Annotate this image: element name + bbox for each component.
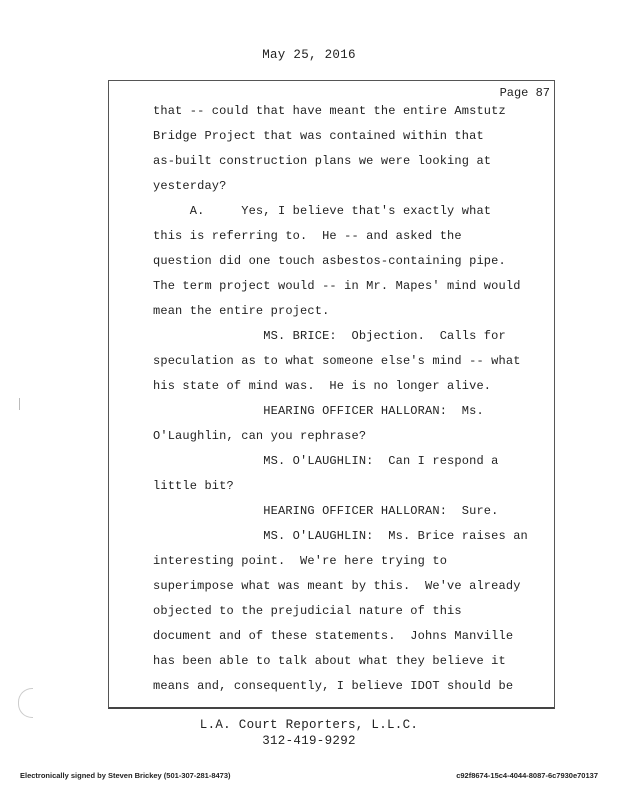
- margin-mark: [19, 398, 20, 410]
- electronic-signature: Electronically signed by Steven Brickey (501-307-281-8473): [20, 771, 231, 780]
- line-text: question did one touch asbestos-containing pipe.: [153, 254, 506, 268]
- line-text: as-built construction plans we were looking at: [153, 154, 492, 168]
- line-text: A. Yes, I believe that's exactly what: [153, 204, 492, 218]
- line-text: interesting point. We're here trying to: [153, 554, 448, 568]
- line-text: his state of mind was. He is no longer alive.: [153, 379, 492, 393]
- header-date: May 25, 2016: [262, 48, 356, 62]
- line-text: little bit?: [153, 479, 234, 493]
- line-text: this is referring to. He -- and asked the: [153, 229, 462, 243]
- margin-arc: [18, 688, 33, 718]
- line-text: The term project would -- in Mr. Mapes' mind would: [153, 279, 521, 293]
- line-text: speculation as to what someone else's mind -- what: [153, 354, 521, 368]
- line-text: superimpose what was meant by this. We've already: [153, 579, 521, 593]
- court-reporter-name: L.A. Court Reporters, L.L.C.: [199, 718, 419, 732]
- transcript-page: [108, 80, 555, 709]
- line-text: HEARING OFFICER HALLORAN: Sure.: [153, 504, 499, 518]
- line-text: means and, consequently, I believe IDOT should be: [153, 679, 514, 693]
- line-text: MS. BRICE: Objection. Calls for: [153, 329, 506, 343]
- line-text: that -- could that have meant the entire Amstutz: [153, 104, 506, 118]
- court-reporter-phone: 312-419-9292: [262, 734, 356, 748]
- page-number: Page 87: [499, 86, 550, 100]
- line-text: O'Laughlin, can you rephrase?: [153, 429, 367, 443]
- line-text: document and of these statements. Johns Manville: [153, 629, 514, 643]
- line-text: mean the entire project.: [153, 304, 330, 318]
- document-hash: c92f8674-15c4-4044-8087-6c7930e70137: [456, 771, 598, 780]
- line-text: MS. O'LAUGHLIN: Can I respond a: [153, 454, 499, 468]
- line-text: Bridge Project that was contained within that: [153, 129, 484, 143]
- line-text: HEARING OFFICER HALLORAN: Ms.: [153, 404, 484, 418]
- line-text: objected to the prejudicial nature of this: [153, 604, 462, 618]
- line-text: MS. O'LAUGHLIN: Ms. Brice raises an: [153, 529, 528, 543]
- line-text: has been able to talk about what they believe it: [153, 654, 506, 668]
- line-text: yesterday?: [153, 179, 227, 193]
